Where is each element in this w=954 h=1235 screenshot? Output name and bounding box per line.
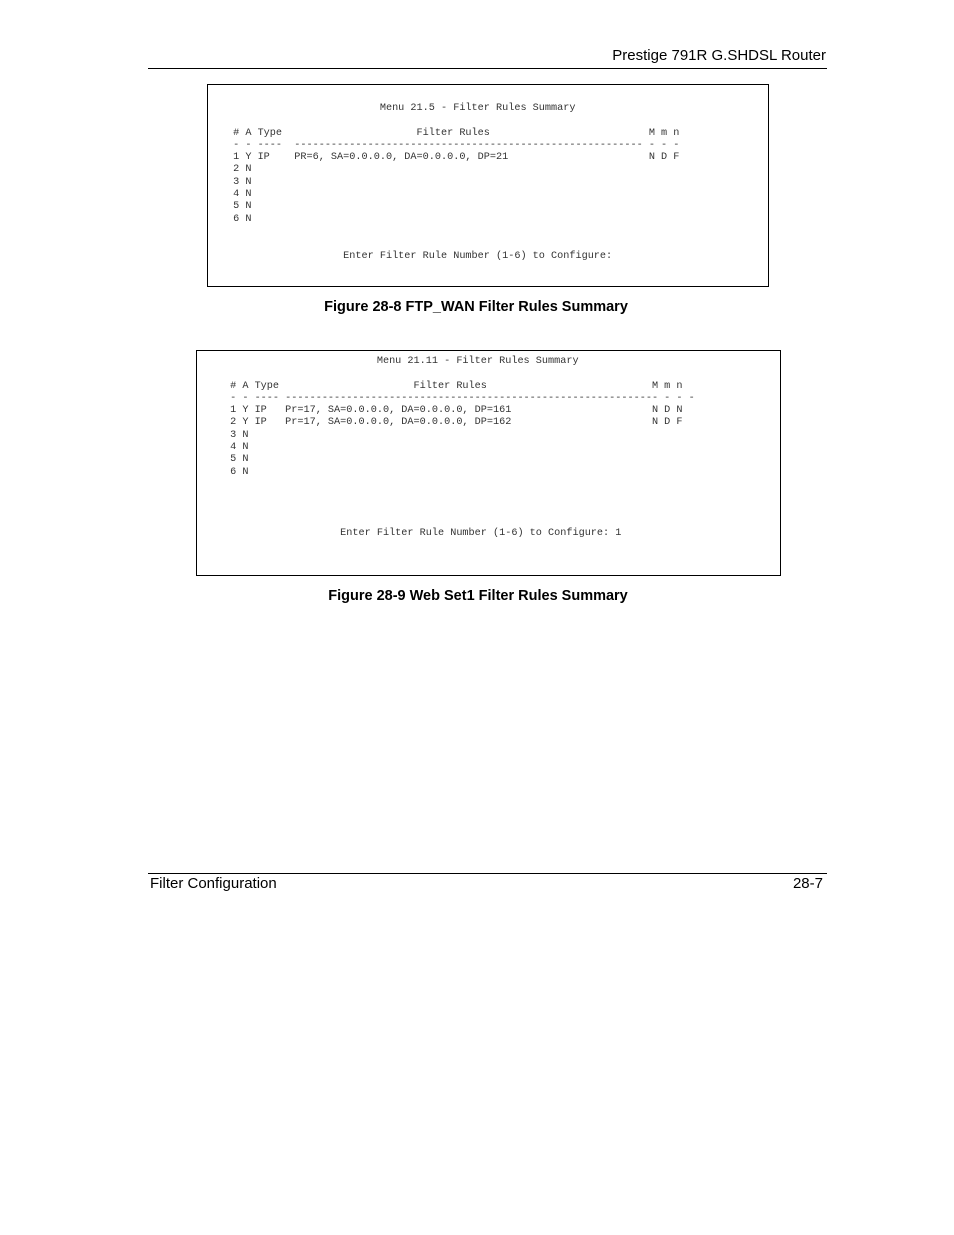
terminal-screenshot-menu-21-11 [196,350,781,576]
terminal-text: Menu 21.5 - Filter Rules Summary # A Type Filter Rules M m n - - ---- --------------------------------------------------------- - - - 1 Y IP PR=6, SA=0.0.0.0, DA=0.0.0.0, DP=21 N D F 2 N 3 N 4 N 5 N 6 N Enter Filter Rule Number (1-6) to Configure: [233,103,680,262]
figure-caption: Figure 28-8 FTP_WAN Filter Rules Summary [324,299,628,315]
terminal-text: Menu 21.11 - Filter Rules Summary # A Type Filter Rules M m n - - ---- ------------------------------------------------------------- - - - 1 Y IP Pr=17, SA=0.0.0.0, DA=0.0.0.0, DP=161 N D N 2 Y IP Pr=17, SA=0.0.0.0, DA=0.0.0.0, DP=162 N D F 3 N 4 N 5 N 6 N Enter Filter Rule Number (1-6) to Configure: 1 [230,356,695,540]
header-rule [148,68,827,69]
terminal-screenshot-menu-21-5 [207,84,769,287]
footer-page-number: 28-7 [792,875,823,892]
figure-caption: Figure 28-9 Web Set1 Filter Rules Summary [328,588,628,604]
running-header: Prestige 791R G.SHDSL Router [612,47,826,64]
footer-rule [148,873,827,874]
footer-section-title: Filter Configuration [150,875,277,892]
